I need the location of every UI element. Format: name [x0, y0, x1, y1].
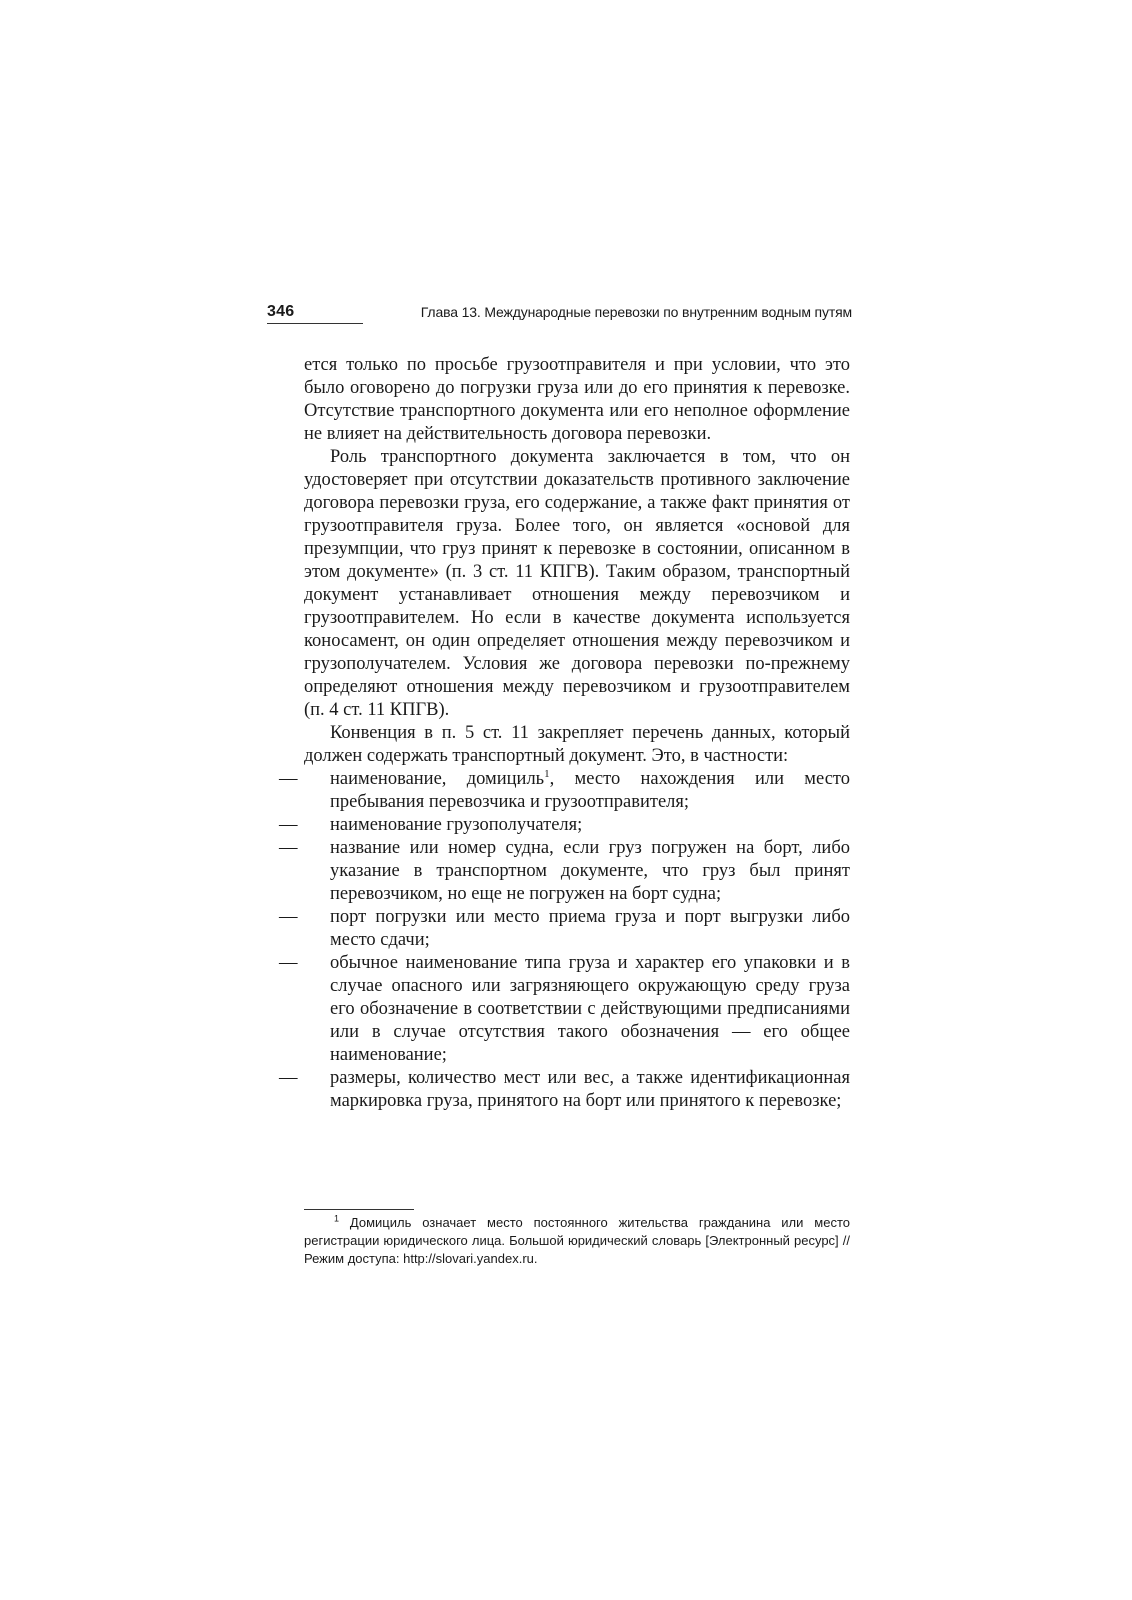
paragraph-transport-document-role: Роль транспортного документа заключается в том, что он удостоверяет при отсутствии доказательств противного заключение договора перевозки груза, его содержание, а также факт принятия от грузоотправителя груза. Более того, он является «основой для презумпции, что груз принят к перевозке в состоянии, описанном в этом документе» (п. 3 ст. 11 КПГВ). Таким образом, транспортный документ устанавливает отношения между перевозчиком и грузоотправителем. Но если в качестве документа используется коносамент, он один определяет отношения между перевозчиком и грузополучателем. Условия же договора перевозки по-прежнему определяют отношения между перевозчиком и грузоотправителем (п. 4 ст. 11 КПГВ). — [304, 447, 850, 720]
footnote-text: Домициль означает место постоянного жительства гражданина или место регистрации юридического лица. Большой юридический словарь [Электронный ресурс] // Режим доступа: http://slovari.yandex.ru. — [304, 1215, 850, 1266]
list-item-text: , место нахождения или место пребывания перевозчика и грузоотправителя; — [330, 769, 850, 812]
list-dash: — — [279, 769, 298, 789]
paragraph-continuation: ется только по просьбе грузоотправителя и при условии, что это было оговорено до погрузки груза или до его принятия к перевозке. Отсутствие транспортного документа или его неполное оформление не влияет на действительность договора перевозки. — [304, 355, 850, 444]
required-data-list — [279, 767, 850, 1113]
list-dash: — — [279, 953, 298, 973]
running-header — [267, 303, 852, 325]
list-item-text: размеры, количество мест или вес, а также идентификационная маркировка груза, принятого на борт или принятого к перевозке; — [330, 1068, 850, 1111]
list-item — [279, 1067, 850, 1113]
footnote — [304, 1214, 850, 1268]
footnote-marker: 1 — [334, 1213, 340, 1224]
paragraph-convention-list-intro: Конвенция в п. 5 ст. 11 закрепляет перечень данных, который должен содержать транспортный документ. Это, в частности: — [304, 723, 850, 766]
list-item-text: порт погрузки или место приема груза и порт выгрузки либо место сдачи; — [330, 907, 850, 950]
body-text — [279, 354, 850, 1113]
list-item-text: наименование грузополучателя; — [330, 815, 583, 835]
list-dash: — — [279, 907, 298, 927]
list-item — [279, 837, 850, 906]
list-item-text: обычное наименование типа груза и характер его упаковки и в случае опасного или загрязняющего окружающую среду груза его обозначение в соответствии с действующими предписаниями или в случае отсутствия такого обозначения — его общее наименование; — [330, 953, 850, 1065]
list-item — [279, 814, 850, 837]
header-rule — [267, 323, 363, 324]
list-item-text: название или номер судна, если груз погружен на борт, либо указание в транспортном документе, что груз был принят перевозчиком, но еще не погружен на борт судна; — [330, 838, 850, 904]
list-item — [279, 952, 850, 1067]
list-dash: — — [279, 815, 298, 835]
list-dash: — — [279, 838, 298, 858]
chapter-title: Глава 13. Международные перевозки по внутренним водным путям — [420, 304, 852, 320]
list-item — [279, 768, 850, 814]
footnote-ref: 1 — [544, 767, 550, 780]
page-number: 346 — [267, 303, 295, 320]
list-item — [279, 906, 850, 952]
list-dash: — — [279, 1068, 298, 1088]
footnote-rule — [304, 1209, 414, 1210]
list-item-text: наименование, домициль — [330, 769, 545, 789]
